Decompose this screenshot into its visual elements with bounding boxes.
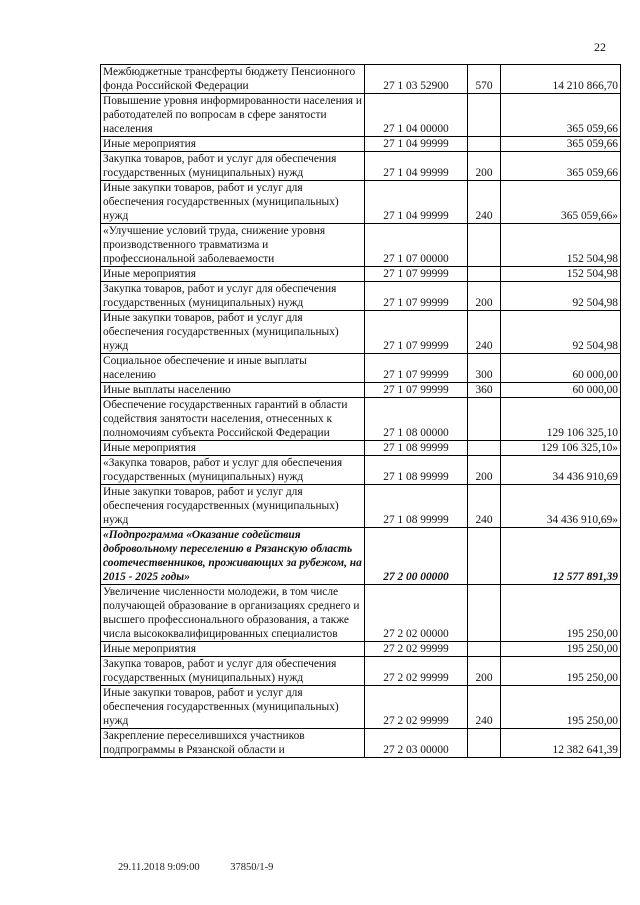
row-kind: 200 bbox=[468, 152, 501, 181]
row-sum: 92 504,98 bbox=[501, 282, 621, 311]
row-kind bbox=[468, 94, 501, 137]
table-row bbox=[101, 94, 621, 137]
row-sum: 12 577 891,39 bbox=[501, 528, 621, 585]
row-name: Обеспечение государственных гарантий в области содействия занятости населения, отнесенных к полномочиям субъекта Российской Федерации bbox=[101, 398, 365, 441]
table-row-subprogram bbox=[101, 528, 621, 585]
table-row bbox=[101, 137, 621, 152]
table-row bbox=[101, 485, 621, 528]
row-name: «Закупка товаров, работ и услуг для обеспечения государственных (муниципальных) нужд bbox=[101, 456, 365, 485]
row-sum: 129 106 325,10 bbox=[501, 398, 621, 441]
row-kind: 240 bbox=[468, 181, 501, 224]
row-kind bbox=[468, 267, 501, 282]
table-row bbox=[101, 181, 621, 224]
row-sum: 195 250,00 bbox=[501, 585, 621, 642]
table-row bbox=[101, 282, 621, 311]
row-sum: 129 106 325,10» bbox=[501, 441, 621, 456]
row-sum: 365 059,66 bbox=[501, 94, 621, 137]
row-name: Иные закупки товаров, работ и услуг для обеспечения государственных (муниципальных) нужд bbox=[101, 181, 365, 224]
row-kind bbox=[468, 642, 501, 657]
row-code: 27 1 07 99999 bbox=[365, 311, 468, 354]
row-code: 27 2 02 99999 bbox=[365, 657, 468, 686]
footer-timestamp: 29.11.2018 9:09:00 bbox=[118, 862, 200, 873]
row-kind bbox=[468, 528, 501, 585]
table-row bbox=[101, 383, 621, 398]
row-kind: 300 bbox=[468, 354, 501, 383]
table-row bbox=[101, 686, 621, 729]
row-sum: 195 250,00 bbox=[501, 657, 621, 686]
row-kind bbox=[468, 224, 501, 267]
table-row bbox=[101, 657, 621, 686]
row-kind: 200 bbox=[468, 282, 501, 311]
table-row bbox=[101, 729, 621, 758]
row-sum: 34 436 910,69 bbox=[501, 456, 621, 485]
row-kind: 200 bbox=[468, 456, 501, 485]
row-name: Закупка товаров, работ и услуг для обеспечения государственных (муниципальных) нужд bbox=[101, 282, 365, 311]
row-code: 27 1 07 99999 bbox=[365, 354, 468, 383]
table-row bbox=[101, 267, 621, 282]
row-name: Закупка товаров, работ и услуг для обеспечения государственных (муниципальных) нужд bbox=[101, 152, 365, 181]
row-kind: 240 bbox=[468, 311, 501, 354]
row-sum: 365 059,66» bbox=[501, 181, 621, 224]
budget-table bbox=[100, 64, 621, 758]
page-number: 22 bbox=[594, 40, 606, 54]
row-sum: 60 000,00 bbox=[501, 354, 621, 383]
row-kind: 200 bbox=[468, 657, 501, 686]
row-sum: 34 436 910,69» bbox=[501, 485, 621, 528]
row-name: Закупка товаров, работ и услуг для обеспечения государственных (муниципальных) нужд bbox=[101, 657, 365, 686]
row-code: 27 1 04 99999 bbox=[365, 137, 468, 152]
table-row bbox=[101, 354, 621, 383]
row-code: 27 1 03 52900 bbox=[365, 65, 468, 94]
row-sum: 365 059,66 bbox=[501, 152, 621, 181]
table-row bbox=[101, 398, 621, 441]
row-name: Иные закупки товаров, работ и услуг для обеспечения государственных (муниципальных) нужд bbox=[101, 311, 365, 354]
row-kind: 360 bbox=[468, 383, 501, 398]
row-code: 27 1 04 00000 bbox=[365, 94, 468, 137]
row-code: 27 1 08 99999 bbox=[365, 456, 468, 485]
row-code: 27 1 07 99999 bbox=[365, 267, 468, 282]
row-kind bbox=[468, 398, 501, 441]
row-kind bbox=[468, 137, 501, 152]
row-kind bbox=[468, 729, 501, 758]
row-name: «Подпрограмма «Оказание содействия добровольному переселению в Рязанскую область соотечественников, проживающих за рубежом, на 2015 - 2025 годы» bbox=[101, 528, 365, 585]
row-code: 27 1 08 00000 bbox=[365, 398, 468, 441]
row-name: Иные мероприятия bbox=[101, 642, 365, 657]
row-name: Межбюджетные трансферты бюджету Пенсионного фонда Российской Федерации bbox=[101, 65, 365, 94]
row-sum: 152 504,98 bbox=[501, 224, 621, 267]
row-code: 27 2 02 99999 bbox=[365, 686, 468, 729]
row-code: 27 1 07 99999 bbox=[365, 282, 468, 311]
row-code: 27 1 08 99999 bbox=[365, 441, 468, 456]
table-row bbox=[101, 65, 621, 94]
row-kind: 570 bbox=[468, 65, 501, 94]
row-kind bbox=[468, 441, 501, 456]
row-code: 27 2 00 00000 bbox=[365, 528, 468, 585]
table-row bbox=[101, 642, 621, 657]
row-code: 27 1 04 99999 bbox=[365, 152, 468, 181]
row-name: Увеличение численности молодежи, в том числе получающей образование в организациях среднего и высшего профессионального образования, а также числа высококвалифицированных специалистов bbox=[101, 585, 365, 642]
row-sum: 60 000,00 bbox=[501, 383, 621, 398]
row-name: Социальное обеспечение и иные выплаты населению bbox=[101, 354, 365, 383]
row-sum: 365 059,66 bbox=[501, 137, 621, 152]
row-code: 27 2 03 00000 bbox=[365, 729, 468, 758]
row-sum: 152 504,98 bbox=[501, 267, 621, 282]
row-code: 27 1 07 00000 bbox=[365, 224, 468, 267]
row-name: Иные мероприятия bbox=[101, 441, 365, 456]
row-name: Повышение уровня информированности населения и работодателей по вопросам в сфере занятости населения bbox=[101, 94, 365, 137]
row-code: 27 1 04 99999 bbox=[365, 181, 468, 224]
footer bbox=[118, 862, 301, 873]
row-name: Иные закупки товаров, работ и услуг для обеспечения государственных (муниципальных) нужд bbox=[101, 485, 365, 528]
row-name: Иные выплаты населению bbox=[101, 383, 365, 398]
row-sum: 14 210 866,70 bbox=[501, 65, 621, 94]
table-row bbox=[101, 441, 621, 456]
row-name: «Улучшение условий труда, снижение уровня производственного травматизма и профессиональной заболеваемости bbox=[101, 224, 365, 267]
table-row bbox=[101, 585, 621, 642]
footer-doc-id: 37850/1-9 bbox=[230, 862, 274, 873]
table-row bbox=[101, 311, 621, 354]
table-row bbox=[101, 456, 621, 485]
table-row bbox=[101, 152, 621, 181]
row-code: 27 2 02 99999 bbox=[365, 642, 468, 657]
row-sum: 12 382 641,39 bbox=[501, 729, 621, 758]
row-name: Иные мероприятия bbox=[101, 137, 365, 152]
row-sum: 195 250,00 bbox=[501, 686, 621, 729]
row-code: 27 2 02 00000 bbox=[365, 585, 468, 642]
row-kind: 240 bbox=[468, 485, 501, 528]
row-kind: 240 bbox=[468, 686, 501, 729]
row-code: 27 1 08 99999 bbox=[365, 485, 468, 528]
row-sum: 195 250,00 bbox=[501, 642, 621, 657]
row-name: Иные закупки товаров, работ и услуг для обеспечения государственных (муниципальных) нужд bbox=[101, 686, 365, 729]
row-name: Иные мероприятия bbox=[101, 267, 365, 282]
table-row bbox=[101, 224, 621, 267]
row-name: Закрепление переселившихся участников подпрограммы в Рязанской области и bbox=[101, 729, 365, 758]
row-code: 27 1 07 99999 bbox=[365, 383, 468, 398]
row-kind bbox=[468, 585, 501, 642]
row-sum: 92 504,98 bbox=[501, 311, 621, 354]
